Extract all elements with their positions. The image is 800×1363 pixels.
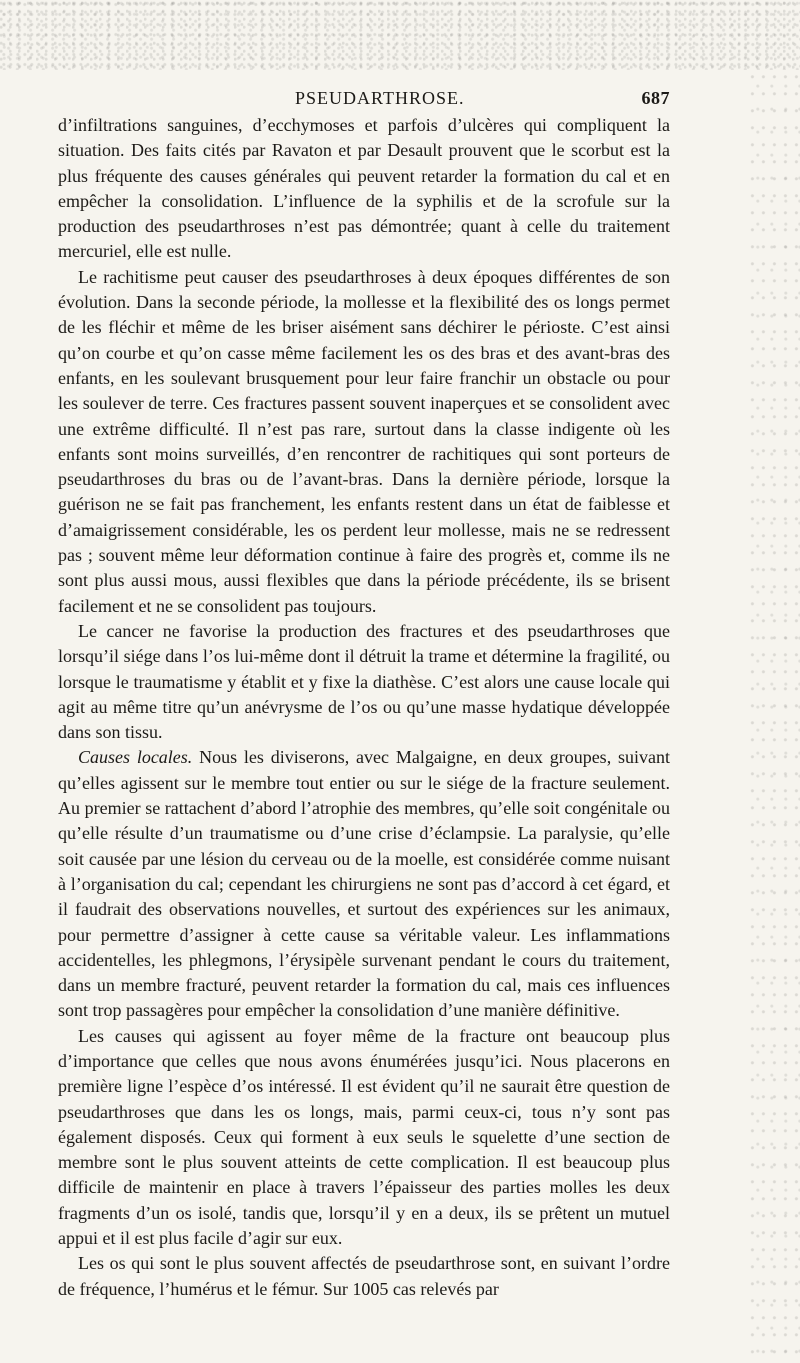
book-page [58, 88, 670, 1302]
section-lead: Causes locales. [78, 747, 193, 768]
scan-noise-right [748, 70, 800, 1363]
page-number: 687 [641, 88, 670, 108]
paragraph-text: Nous les diviserons, avec Malgaigne, en deux groupes, suivant qu’elles agissent sur le membre tout entier ou sur le siége de la fracture seulement. Au premier se rattachent d’abord l’atrophie des membres, qu’elle soit congénitale ou qu’elle résulte d’un traumatisme ou d’une crise d’éclampsie. La paralysie, qu’elle soit causée par une lésion du cerveau ou de la moelle, est considérée comme nuisant à l’organisation du cal; cependant les chirurgiens ne sont pas d’accord à cet égard, et il faudrait des observations nouvelles, et surtout des expériences sur les animaux, pour permettre d’assigner à cette cause sa véritable valeur. Les inflammations accidentelles, les phlegmons, l’érysipèle survenant pendant le cours du traitement, dans un membre fracturé, peuvent retarder la formation du cal, mais ces influences sont trop passagères pour empêcher la consolidation d’une manière définitive. [58, 747, 670, 1021]
running-title: PSEUDARTHROSE. [295, 88, 465, 108]
paragraph: Le cancer ne favorise la production des fractures et des pseudarthroses que lorsqu’il siége dans l’os lui-même dont il détruit la trame et détermine la fragilité, ou lorsque le traumatisme y établit et y fixe la diathèse. C’est alors une cause locale qui agit au même titre qu’un anévrysme de l’os ou qu’une masse hydatique développée dans son tissu. [58, 620, 670, 743]
paragraph: Les os qui sont le plus souvent affectés de pseudarthrose sont, en suivant l’ordre de fréquence, l’humérus et le fémur. Sur 1005 cas relevés par [58, 1253, 670, 1299]
running-head [58, 88, 670, 109]
paragraph: d’infiltrations sanguines, d’ecchymoses et parfois d’ulcères qui compliquent la situation. Des faits cités par Ravaton et par Desault prouvent que le scorbut est la plus fréquente des causes générales qui peuvent retarder la formation du cal et en empêcher la consolidation. L’influence de la syphilis et de la scrofule sur la production des pseudarthroses n’est pas démontrée; quant à celle du traitement mercuriel, elle est nulle. [58, 115, 670, 262]
scan-noise-top [0, 0, 800, 70]
paragraph: Les causes qui agissent au foyer même de la fracture ont beaucoup plus d’importance que celles que nous avons énumérées jusqu’ici. Nous placerons en première ligne l’espèce d’os intéressé. Il est évident qu’il ne saurait être question de pseudarthroses que dans les os longs, mais, parmi ceux-ci, tous n’y sont pas également disposés. Ceux qui forment à eux seuls le squelette d’une section de membre sont le plus souvent atteints de cette complication. Il est beaucoup plus difficile de maintenir en place à travers l’épaisseur des parties molles les deux fragments d’un os isolé, tandis que, lorsqu’il y en a deux, ils se prêtent un mutuel appui et il est plus facile d’agir sur eux. [58, 1025, 670, 1249]
paragraph [58, 745, 670, 1023]
paragraph: Le rachitisme peut causer des pseudarthroses à deux époques différentes de son évolution. Dans la seconde période, la mollesse et la flexibilité des os longs permet de les fléchir et même de les briser aisément sans déchirer le périoste. C’est ainsi qu’on courbe et qu’on casse même facilement les os des bras et des avant-bras des enfants, en les soulevant brusquement pour leur faire franchir un obstacle ou pour les soulever de terre. Ces fractures passent souvent inaperçues et se consolident avec une extrême difficulté. Il n’est pas rare, surtout dans la classe indigente où les enfants sont moins surveillés, d’en rencontrer de rachitiques qui sont porteurs de pseudarthroses du bras ou de l’avant-bras. Dans la dernière période, lorsque la guérison ne se fait pas franchement, les enfants restent dans un état de faiblesse et d’amaigrissement considérable, les os perdent leur mollesse, mais ne se redressent pas ; souvent même leur déformation continue à faire des progrès et, comme ils ne sont plus aussi mous, aussi flexibles que dans la période précédente, ils se brisent facilement et ne se consolident pas toujours. [58, 266, 670, 616]
body-text [58, 113, 670, 1302]
